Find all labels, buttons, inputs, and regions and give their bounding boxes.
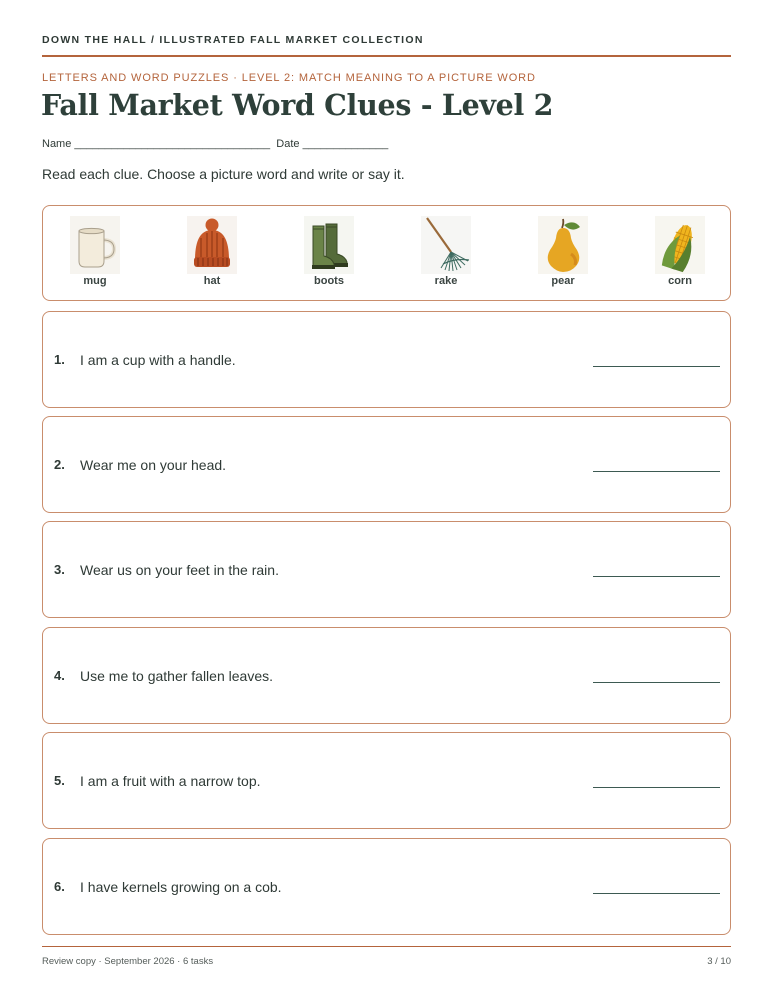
instructions: Read each clue. Choose a picture word and write or say it.	[42, 166, 405, 182]
word-bank-item	[628, 206, 732, 300]
task-card	[42, 311, 731, 408]
answer-line[interactable]	[593, 893, 720, 894]
mug-icon	[70, 216, 120, 274]
task-number: 5.	[54, 773, 65, 788]
word-bank-item	[394, 206, 498, 300]
task-clue: Wear me on your head.	[80, 457, 227, 473]
answer-line[interactable]	[593, 471, 720, 472]
task-card	[42, 416, 731, 513]
answer-line[interactable]	[593, 576, 720, 577]
name-date-line: Name ________________________________ Date ______________	[42, 138, 389, 150]
collection-title: DOWN THE HALL / ILLUSTRATED FALL MARKET COLLECTION	[42, 34, 424, 46]
word-bank-item	[43, 206, 147, 300]
word-bank	[42, 205, 731, 301]
task-clue: I have kernels growing on a cob.	[80, 879, 282, 895]
section-kicker: LETTERS AND WORD PUZZLES · LEVEL 2: MATCH MEANING TO A PICTURE WORD	[42, 72, 536, 84]
task-number: 6.	[54, 879, 65, 894]
answer-line[interactable]	[593, 787, 720, 788]
knit-hat-icon	[187, 216, 237, 274]
word-bank-label: rake	[434, 275, 458, 287]
word-bank-item	[511, 206, 615, 300]
rain-boots-icon	[304, 216, 354, 274]
header-divider	[42, 55, 731, 57]
task-number: 3.	[54, 562, 65, 577]
answer-line[interactable]	[593, 366, 720, 367]
footer-divider	[42, 946, 731, 947]
task-card	[42, 521, 731, 618]
word-bank-label: hat	[203, 275, 221, 287]
word-bank-label: corn	[668, 275, 692, 287]
word-bank-label: boots	[314, 275, 344, 287]
pear-icon	[538, 216, 588, 274]
task-number: 2.	[54, 457, 65, 472]
footer-info: Review copy · September 2026 · 6 tasks	[42, 956, 214, 967]
answer-line[interactable]	[593, 682, 720, 683]
task-clue: Use me to gather fallen leaves.	[80, 668, 273, 684]
task-clue: Wear us on your feet in the rain.	[80, 562, 279, 578]
task-card	[42, 627, 731, 724]
word-bank-item	[277, 206, 381, 300]
corn-icon	[655, 216, 705, 274]
word-bank-label: pear	[551, 275, 575, 287]
rake-icon	[421, 216, 471, 274]
task-clue: I am a fruit with a narrow top.	[80, 773, 261, 789]
task-card	[42, 838, 731, 935]
task-card	[42, 732, 731, 829]
word-bank-item	[160, 206, 264, 300]
page-title: Fall Market Word Clues - Level 2	[41, 88, 554, 122]
page-number: 3 / 10	[707, 956, 731, 967]
task-number: 1.	[54, 352, 65, 367]
word-bank-label: mug	[83, 275, 107, 287]
task-number: 4.	[54, 668, 65, 683]
task-clue: I am a cup with a handle.	[80, 352, 236, 368]
